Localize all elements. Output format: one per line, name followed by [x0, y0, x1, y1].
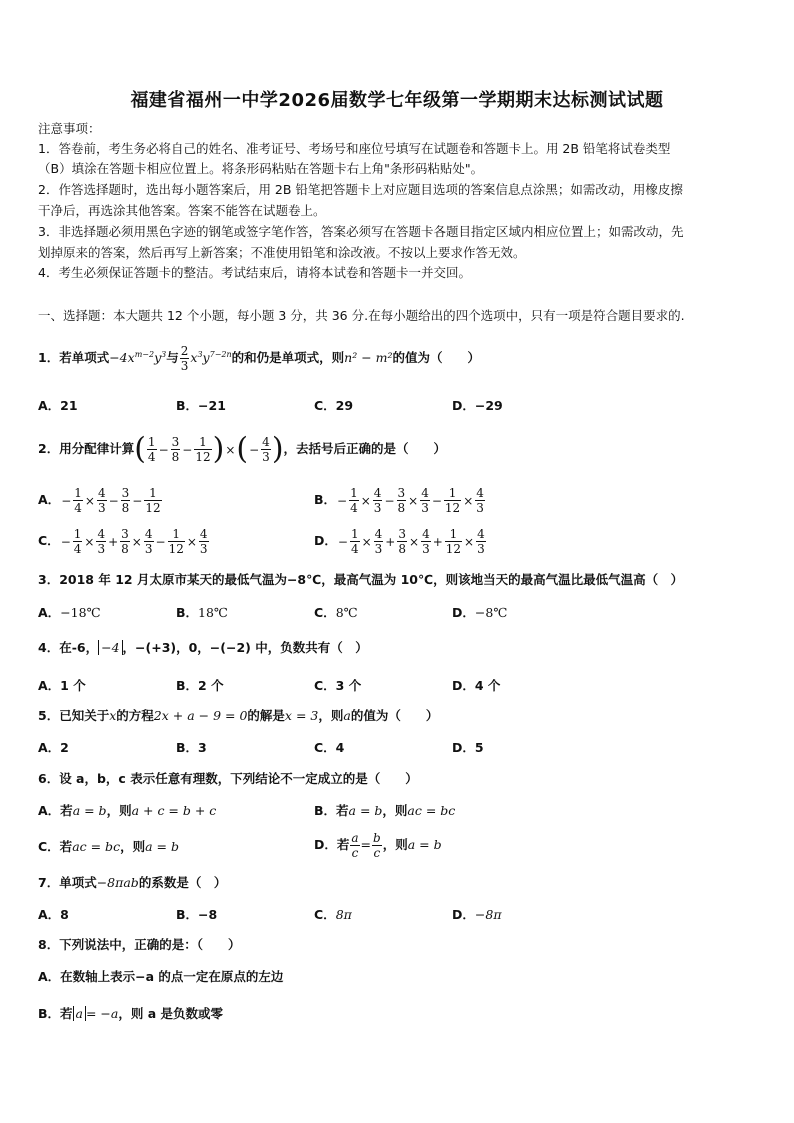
q5-option-b[interactable]: B．3 — [176, 740, 207, 755]
notice-line-2a: 2．作答选择题时，选出每小题答案后，用 2B 铅笔把答题卡上对应题目选项的答案信息点涂黑；如需改动，用橡皮擦 — [38, 182, 683, 197]
q2-prefix: 2．用分配律计算 — [38, 441, 135, 456]
notice-heading: 注意事项： — [38, 121, 101, 136]
q2-option-c[interactable]: C．− $\frac{1}{4}$ × $\frac{4}{3}$ + $\frac{3}{8}$ × $\frac{4}{3}$ − $\frac{1}{12}$ × $\frac{4}{3}$ — [38, 527, 208, 556]
q1-option-d[interactable]: D．−29 — [452, 398, 503, 413]
q4-option-a[interactable]: A．1 个 — [38, 678, 86, 693]
q1-prefix: 1．若单项式 — [38, 350, 110, 366]
q1-term1: $-4x^{m-2}y^3$ — [109, 350, 167, 366]
question-8: 8．下列说法中，正确的是：（ ） — [38, 937, 241, 952]
q4-abs-value: −4 — [98, 640, 122, 655]
notice-line-1b: （B）填涂在答题卡相应位置上。将条形码粘贴在答题卡右上角"条形码粘贴处"。 — [38, 161, 484, 176]
question-3: 3．2018 年 12 月太原市某天的最低气温为−8℃，最高气温为 10℃，则该地当天的最高气温比最低气温高（ ） — [38, 572, 684, 587]
q1-term2: $x^3y^{7-2n}$ — [190, 350, 232, 366]
q7-option-b[interactable]: B．−8 — [176, 907, 218, 922]
q2-post: ，去括号后正确的是（ ） — [283, 441, 447, 456]
question-7: 7．单项式−8πab的系数是（ ） — [38, 875, 227, 890]
section-heading: 一、选择题：本大题共 12 个小题，每小题 3 分，共 36 分.在每小题给出的四个选项中，只有一项是符合题目要求的. — [38, 308, 685, 323]
q6-option-b[interactable]: B．若a = b，则ac = bc — [314, 803, 456, 818]
notice-line-4: 4．考生必须保证答题卡的整洁。考试结束后，请将本试卷和答题卡一并交回。 — [38, 265, 471, 280]
notice-line-2b: 干净后，再选涂其他答案。答案不能答在试题卷上。 — [38, 203, 326, 218]
q8-option-b[interactable]: B．若 a = −a，则 a 是负数或零 — [38, 1006, 223, 1021]
q7-option-c[interactable]: C．8π — [314, 907, 352, 922]
q4-option-b[interactable]: B．2 个 — [176, 678, 224, 693]
q1-option-b[interactable]: B．−21 — [176, 398, 226, 413]
q2-option-d[interactable]: D．− $\frac{1}{4}$ × $\frac{4}{3}$ + $\frac{3}{8}$ × $\frac{4}{3}$ + $\frac{1}{12}$ × $\frac{4}{3}$ — [314, 527, 485, 556]
question-6: 6．设 a，b，c 表示任意有理数，下列结论不一定成立的是（ ） — [38, 771, 418, 786]
q1-post: 的和仍是单项式，则 — [231, 350, 345, 366]
q5-option-c[interactable]: C．4 — [314, 740, 345, 755]
q4-option-d[interactable]: D．4 个 — [452, 678, 501, 693]
q3-option-c[interactable]: C．8℃ — [314, 605, 358, 620]
q4-option-c[interactable]: C．3 个 — [314, 678, 362, 693]
q7-option-a[interactable]: A．8 — [38, 907, 69, 922]
notice-line-1a: 1．答卷前，考生务必将自己的姓名、准考证号、考场号和座位号填写在试题卷和答题卡上。用 2B 铅笔将试卷类型 — [38, 141, 671, 156]
q6-option-d[interactable]: D．若 $\frac{a}{c}$ = $\frac{b}{c}$ ，则a = b — [314, 831, 442, 860]
q1-fraction: $\frac{2}{3}$ — [180, 344, 189, 374]
q3-option-a[interactable]: A．−18℃ — [38, 605, 101, 620]
question-2: 2．用分配律计算( $\frac{1}{4}$ − $\frac{3}{8}$ − $\frac{1}{12}$ )×(− $\frac{4}{3}$ )，去括号后正确的是（ ） — [38, 431, 447, 467]
q3-option-b[interactable]: B．18℃ — [176, 605, 228, 620]
q1-end: 的值为（ ） — [392, 350, 481, 366]
q3-option-d[interactable]: D．−8℃ — [452, 605, 508, 620]
q5-option-a[interactable]: A．2 — [38, 740, 69, 755]
q1-mid: 与 — [166, 350, 179, 366]
notice-line-3b: 划掉原来的答案，然后再写上新答案；不准使用铅笔和涂改液。不按以上要求作答无效。 — [38, 245, 526, 260]
q6-option-c[interactable]: C．若ac = bc，则a = b — [38, 839, 179, 854]
question-4: 4．在-6， −4 ，−(+3)，0，−(−2) 中，负数共有（ ） — [38, 640, 368, 655]
q6-option-a[interactable]: A．若a = b，则a + c = b + c — [38, 803, 217, 818]
question-1 — [38, 342, 480, 373]
q2-option-b[interactable]: B．− $\frac{1}{4}$ × $\frac{4}{3}$ − $\frac{3}{8}$ × $\frac{4}{3}$ − $\frac{1}{12}$ × $\frac{4}{3}$ — [314, 486, 484, 515]
page-title: 福建省福州一中学2026届数学七年级第一学期期末达标测试试题 — [130, 90, 664, 111]
q2-option-a[interactable]: A．− $\frac{1}{4}$ × $\frac{4}{3}$ − $\frac{3}{8}$ − $\frac{1}{12}$ — [38, 486, 161, 515]
q1-option-a[interactable]: A．21 — [38, 398, 78, 413]
notice-line-3a: 3．非选择题必须用黑色字迹的钢笔或签字笔作答，答案必须写在答题卡各题目指定区域内相应位置上；如需改动，先 — [38, 224, 684, 239]
q8-option-a[interactable]: A．在数轴上表示−a 的点一定在原点的左边 — [38, 969, 284, 984]
q1-option-c[interactable]: C．29 — [314, 398, 354, 413]
question-5: 5．已知关于x的方程2x + a − 9 = 0的解是x = 3，则a的值为（ ） — [38, 708, 439, 723]
q7-option-d[interactable]: D．−8π — [452, 907, 502, 922]
q1-expression: n² − m² — [344, 350, 393, 366]
q5-option-d[interactable]: D．5 — [452, 740, 484, 755]
